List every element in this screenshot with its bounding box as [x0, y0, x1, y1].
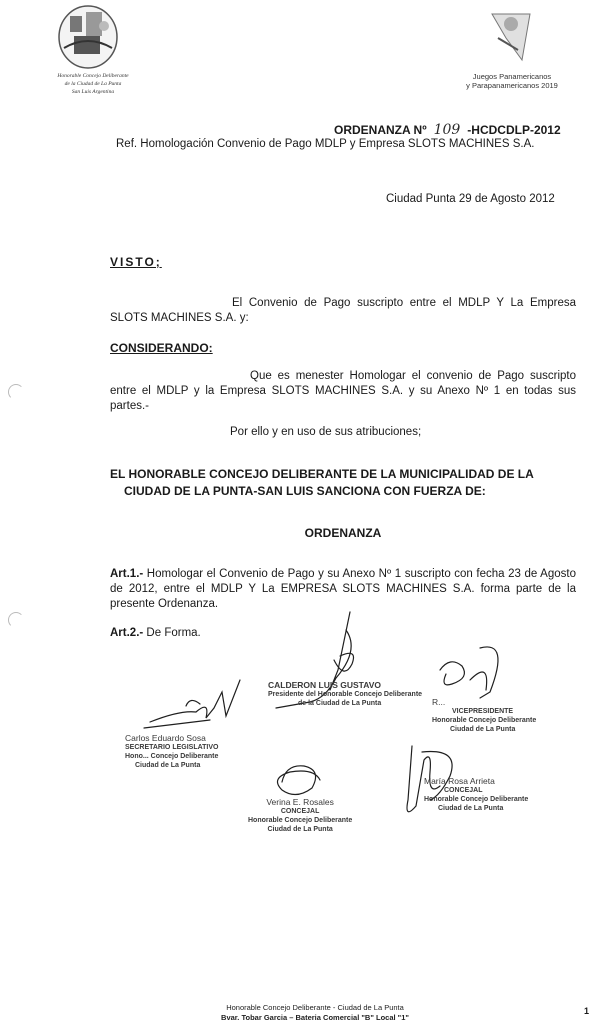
- vicepresident-stamp: [432, 698, 536, 734]
- atribuciones-line: Por ello y en uso de sus atribuciones;: [230, 426, 422, 438]
- ordinance-title: [334, 122, 561, 138]
- sanciona-line: CIUDAD DE LA PUNTA-SAN LUIS SANCIONA CON FUERZA DE:: [124, 484, 486, 498]
- considerando-text: Que es menester Homologar el convenio de Pago suscripto entre el MDLP y la Empresa SLOTS MACHINES S.A. y su Anexo Nº 1 en todas sus partes.-: [110, 370, 576, 412]
- council-caption: [38, 72, 148, 96]
- considerando-paragraph: [110, 369, 576, 414]
- ordenanza-heading: ORDENANZA: [304, 526, 382, 540]
- signer-place: Ciudad de La Punta: [450, 726, 516, 733]
- considerando-heading: CONSIDERANDO:: [110, 341, 213, 355]
- caption-line: y Parapanamericanos 2019: [466, 81, 558, 90]
- punch-hole-mark: [8, 384, 24, 400]
- signer-title: Presidente del Honorable Concejo Deliberante: [268, 691, 423, 698]
- caption-line: Honorable Concejo Deliberante: [57, 73, 129, 79]
- games-caption: [448, 72, 576, 90]
- ordinance-label: ORDENANZA Nº: [334, 123, 427, 137]
- signer-title: CONCEJAL: [280, 808, 320, 815]
- sanciona-block: [110, 466, 576, 500]
- ordinance-suffix: -HCDCDLP-2012: [467, 123, 561, 137]
- page-number: 1: [584, 1006, 590, 1016]
- secretary-stamp: [125, 734, 218, 770]
- signer-name: Verina E. Rosales: [266, 797, 334, 807]
- sanciona-line: EL HONORABLE CONCEJO DELIBERANTE DE LA MUNICIPALIDAD DE LA: [110, 467, 534, 481]
- signer-name: R...: [432, 697, 446, 707]
- signer-body: Honorable Concejo Deliberante: [424, 796, 529, 803]
- date-line: Ciudad Punta 29 de Agosto 2012: [386, 193, 555, 205]
- signer-title: SECRETARIO LEGISLATIVO: [125, 744, 219, 751]
- article-1-text: Homologar el Convenio de Pago y su Anexo Nº 1 suscripto con fecha 23 de Agosto de 2012, entre el MDLP Y La EMPRESA SLOTS MACHINES S.A. forma parte de la presente Ordenanza.: [110, 568, 576, 610]
- footer-line: Bvar. Tobar Garcia – Bateria Comercial "B" Local "1": [221, 1013, 409, 1022]
- caption-line: San Luis Argentina: [71, 89, 115, 95]
- caption-line: de la Ciudad de La Punta: [64, 81, 122, 87]
- reference-line: Ref. Homologación Convenio de Pago MDLP y Empresa SLOTS MACHINES S.A.: [116, 138, 535, 150]
- page-footer: [150, 1003, 480, 1023]
- panamerican-games-logo: [488, 8, 534, 64]
- signer-place: Ciudad de La Punta: [135, 762, 201, 769]
- signer-place: Ciudad de La Punta: [438, 805, 504, 812]
- footer-line: Honorable Concejo Deliberante - Ciudad de La Punta: [226, 1003, 404, 1012]
- ordinance-number: 109: [433, 122, 461, 138]
- visto-heading: VISTO;: [110, 255, 162, 269]
- article-2-text: De Forma.: [143, 627, 201, 639]
- caption-line: Juegos Panamericanos: [472, 72, 552, 81]
- signer-body: Hono... Concejo Deliberante: [125, 753, 219, 760]
- signer-name: CALDERON LUIS GUSTAVO: [268, 680, 382, 690]
- visto-paragraph: [110, 296, 576, 326]
- council-logo: [56, 4, 120, 70]
- signer-body: Honorable Concejo Deliberante: [432, 717, 537, 724]
- signer-title: VICEPRESIDENTE: [452, 708, 514, 715]
- signer-place: de la Ciudad de La Punta: [298, 700, 382, 707]
- visto-text: El Convenio de Pago suscripto entre el MDLP Y La Empresa SLOTS MACHINES S.A. y:: [110, 297, 576, 324]
- concejal-1-stamp: [248, 798, 352, 834]
- signer-place: Ciudad de La Punta: [267, 826, 333, 833]
- signer-title: CONCEJAL: [444, 787, 483, 794]
- article-1-label: Art.1.-: [110, 568, 144, 580]
- signer-body: Honorable Concejo Deliberante: [248, 817, 353, 824]
- signer-name: María Rosa Arrieta: [424, 776, 495, 786]
- concejal-2-stamp: [424, 777, 528, 813]
- signer-name: Carlos Eduardo Sosa: [125, 733, 206, 743]
- president-stamp: [268, 681, 422, 708]
- article-2-label: Art.2.-: [110, 627, 144, 639]
